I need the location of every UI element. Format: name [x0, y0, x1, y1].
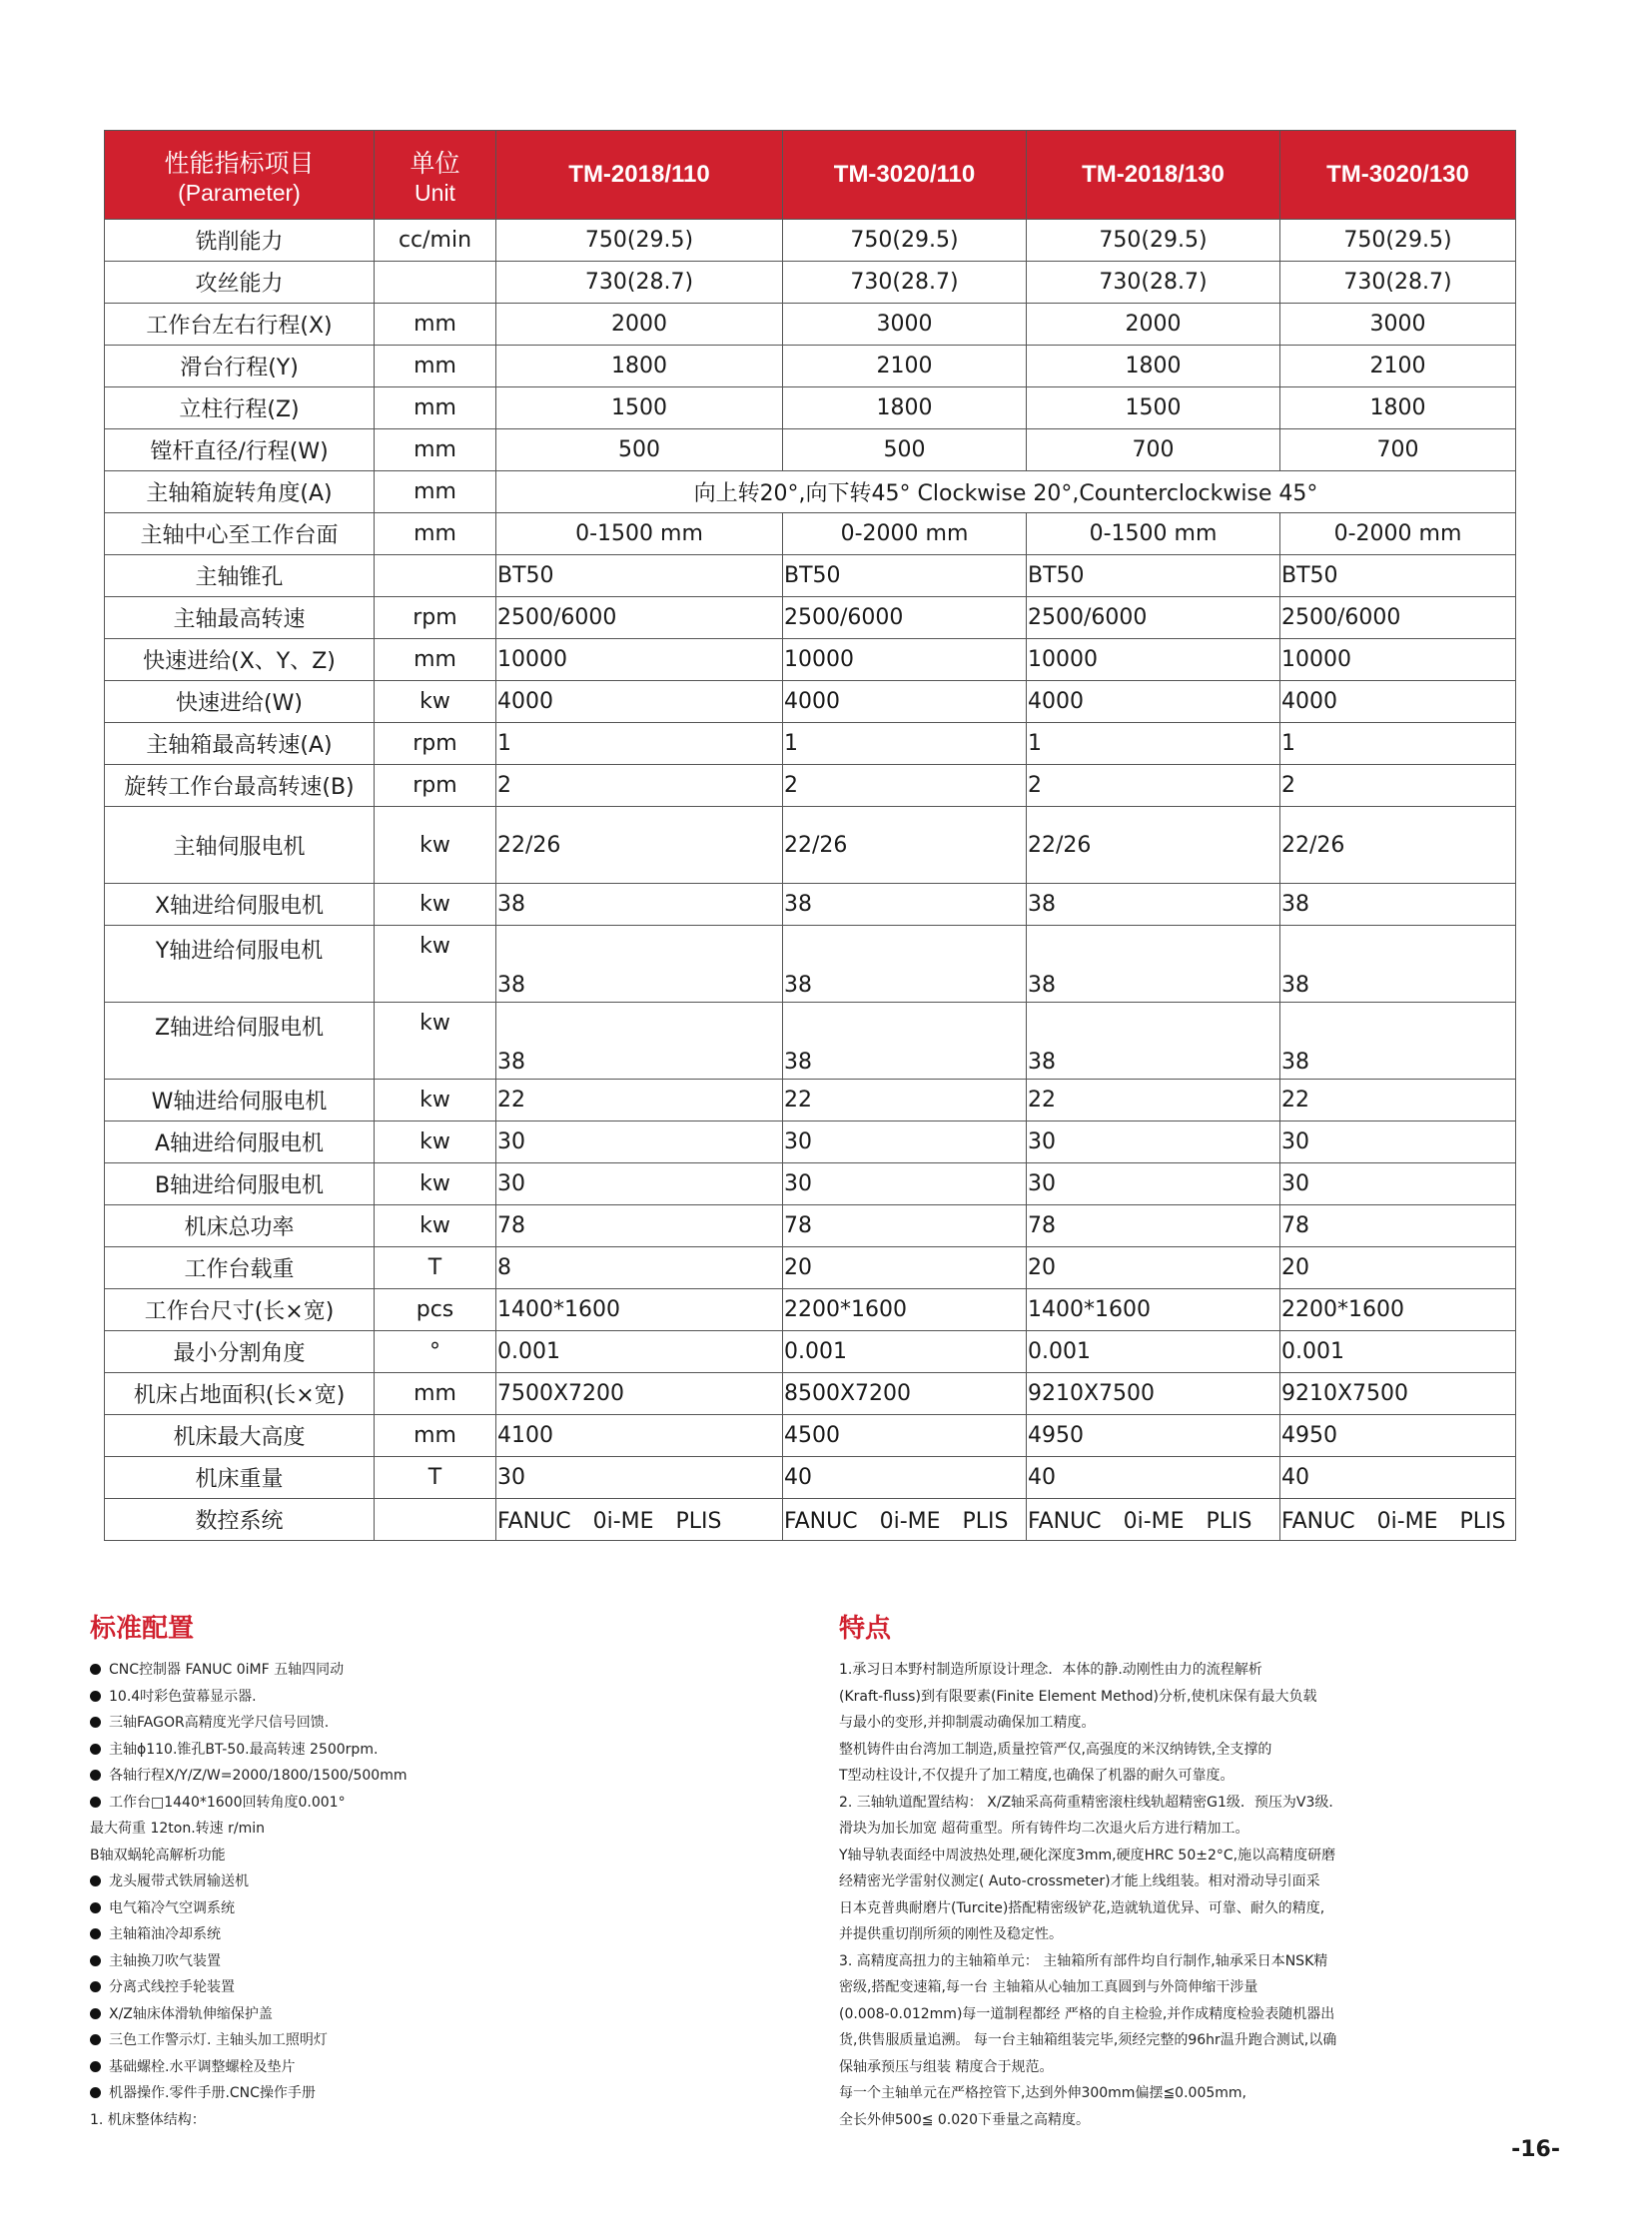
value-cell: 20	[783, 1247, 1027, 1289]
list-item	[90, 1948, 789, 1975]
table-row	[105, 513, 1516, 555]
unit-cell: mm	[375, 387, 496, 429]
value-cell: 500	[496, 429, 783, 471]
param-cell: 数控系统	[105, 1499, 375, 1541]
bullet-icon	[90, 1902, 101, 1913]
list-item	[90, 1816, 789, 1843]
bullet-icon	[90, 1955, 101, 1966]
value-cell: 38	[1280, 1003, 1516, 1080]
value-cell: 8	[496, 1247, 783, 1289]
value-cell: 2000	[496, 304, 783, 346]
value-cell: 1800	[783, 387, 1027, 429]
value-cell: 38	[783, 884, 1027, 926]
unit-cell: kw	[375, 681, 496, 723]
param-cell: 主轴中心至工作台面	[105, 513, 375, 555]
features-list	[839, 1657, 1398, 2133]
param-cell: 铣削能力	[105, 220, 375, 262]
value-cell: 4000	[496, 681, 783, 723]
value-cell: 0.001	[783, 1331, 1027, 1373]
unit-cell	[375, 555, 496, 597]
value-cell: 22/26	[496, 807, 783, 884]
feature-line: Y轴导轨表面经中周波热处理,硬化深度3mm,硬度HRC 50±2°C,施以高精度研磨	[839, 1847, 1336, 1864]
header-model: TM-2018/110	[496, 131, 783, 220]
value-cell: 20	[1027, 1247, 1280, 1289]
value-cell: 500	[783, 429, 1027, 471]
unit-cell: kw	[375, 1121, 496, 1163]
value-cell: 38	[1280, 926, 1516, 1003]
value-cell: 38	[1027, 1003, 1280, 1080]
value-cell: 38	[1027, 926, 1280, 1003]
value-cell: 2500/6000	[1027, 597, 1280, 639]
value-cell: BT50	[496, 555, 783, 597]
value-cell-span: 向上转20°,向下转45° Clockwise 20°,Counterclockwise 45°	[496, 471, 1516, 513]
param-cell: 机床占地面积(长×宽)	[105, 1373, 375, 1415]
table-row	[105, 1121, 1516, 1163]
value-cell: 2	[1280, 765, 1516, 807]
list-item-text: CNC控制器 FANUC 0iMF 五轴四同动	[109, 1662, 345, 1678]
param-cell: 最小分割角度	[105, 1331, 375, 1373]
list-item-text: X/Z轴床体滑轨伸缩保护盖	[109, 2005, 273, 2022]
value-cell: 2100	[783, 346, 1027, 387]
value-cell: 30	[1280, 1121, 1516, 1163]
feature-line: 整机铸件由台湾加工制造,质量控管严仅,高强度的米汉纳铸铁,全支撑的	[839, 1741, 1272, 1758]
bullet-icon	[90, 2087, 101, 2098]
list-item-text: 电气箱冷气空调系统	[109, 1899, 235, 1916]
list-item-text: 最大荷重 12ton.转速 r/min	[90, 1821, 265, 1837]
value-cell: 4000	[1027, 681, 1280, 723]
list-item-text: 基础螺栓.水平调整螺栓及垫片	[109, 2058, 296, 2075]
list-item	[90, 1657, 789, 1684]
unit-cell	[375, 262, 496, 304]
table-row	[105, 807, 1516, 884]
feature-line: 并提供重切削所须的刚性及稳定性。	[839, 1926, 1063, 1942]
feature-line: 与最小的变形,并抑制震动确保加工精度。	[839, 1715, 1096, 1731]
table-row	[105, 387, 1516, 429]
param-cell: 主轴箱旋转角度(A)	[105, 471, 375, 513]
value-cell: 38	[496, 1003, 783, 1080]
value-cell: 40	[783, 1457, 1027, 1499]
list-item-text: 主轴ɸ110.锥孔BT-50.最高转速 2500rpm.	[109, 1741, 379, 1758]
unit-cell: pcs	[375, 1289, 496, 1331]
value-cell: 10000	[783, 639, 1027, 681]
list-item	[90, 1868, 789, 1895]
value-cell: 1400*1600	[1027, 1289, 1280, 1331]
value-cell: 1	[496, 723, 783, 765]
value-cell: 22	[1027, 1080, 1280, 1121]
list-item	[90, 1737, 789, 1764]
bullet-icon	[90, 1981, 101, 1992]
param-cell: 攻丝能力	[105, 262, 375, 304]
unit-cell: kw	[375, 1205, 496, 1247]
value-cell: 78	[783, 1205, 1027, 1247]
value-cell: 38	[1027, 884, 1280, 926]
table-row	[105, 1373, 1516, 1415]
list-item-text: 三色工作警示灯. 主轴头加工照明灯	[109, 2032, 328, 2048]
unit-cell: kw	[375, 807, 496, 884]
list-item-text: 龙头履带式铁屑输送机	[109, 1873, 249, 1889]
header-parameter-zh: 性能指标项目	[164, 148, 315, 178]
table-row	[105, 1499, 1516, 1541]
value-cell: 1800	[1027, 346, 1280, 387]
feature-line: 密级,搭配变速箱,每一台 主轴箱从心轴加工真圆到与外筒伸缩干涉量	[839, 1979, 1258, 1995]
list-item-text: 三轴FAGOR高精度光学尺信号回馈.	[109, 1715, 330, 1731]
param-cell: 立柱行程(Z)	[105, 387, 375, 429]
table-row	[105, 1163, 1516, 1205]
value-cell: 0.001	[496, 1331, 783, 1373]
list-item	[90, 1763, 789, 1790]
table-row	[105, 1205, 1516, 1247]
value-cell: 750(29.5)	[496, 220, 783, 262]
value-cell: 1	[1027, 723, 1280, 765]
value-cell: 38	[496, 926, 783, 1003]
table-body	[105, 220, 1516, 1541]
feature-line: 全长外伸500≦ 0.020下垂量之高精度。	[839, 2111, 1090, 2128]
header-model: TM-3020/130	[1280, 131, 1516, 220]
value-cell: 8500X7200	[783, 1373, 1027, 1415]
list-item	[90, 1790, 789, 1817]
table-row	[105, 1080, 1516, 1121]
bullet-icon	[90, 1875, 101, 1886]
value-cell: BT50	[1280, 555, 1516, 597]
table-row	[105, 346, 1516, 387]
value-cell: 7500X7200	[496, 1373, 783, 1415]
list-item-text: B轴双蜗轮高解析功能	[90, 1847, 226, 1864]
list-item-text: 工作台□1440*1600回转角度0.001°	[109, 1794, 346, 1811]
table-row	[105, 220, 1516, 262]
value-cell: 20	[1280, 1247, 1516, 1289]
list-item	[90, 1843, 789, 1869]
value-cell: 4950	[1280, 1415, 1516, 1457]
value-cell: 2200*1600	[1280, 1289, 1516, 1331]
unit-cell: kw	[375, 884, 496, 926]
unit-cell: rpm	[375, 597, 496, 639]
value-cell: 78	[1280, 1205, 1516, 1247]
value-cell: 1	[783, 723, 1027, 765]
value-cell: 30	[496, 1121, 783, 1163]
header-parameter	[105, 131, 375, 220]
param-cell: 快速进给(X、Y、Z)	[105, 639, 375, 681]
list-item	[90, 2027, 789, 2054]
standard-config-section	[90, 1608, 789, 2133]
spec-table	[104, 130, 1516, 1541]
standard-config-title: 标准配置	[90, 1614, 195, 1644]
list-item	[90, 2001, 789, 2028]
features-title: 特点	[839, 1614, 892, 1644]
param-cell: Y轴进给伺服电机	[105, 926, 375, 1003]
value-cell: BT50	[1027, 555, 1280, 597]
value-cell: 1500	[1027, 387, 1280, 429]
value-cell: 4000	[783, 681, 1027, 723]
value-cell: BT50	[783, 555, 1027, 597]
param-cell: 工作台左右行程(X)	[105, 304, 375, 346]
param-cell: 主轴箱最高转速(A)	[105, 723, 375, 765]
value-cell: 750(29.5)	[783, 220, 1027, 262]
feature-line: 每一个主轴单元在严格控管下,达到外伸300mm偏摆≦0.005mm,	[839, 2085, 1246, 2101]
table-row	[105, 597, 1516, 639]
unit-cell: cc/min	[375, 220, 496, 262]
header-unit	[375, 131, 496, 220]
list-item-text: 各轴行程X/Y/Z/W=2000/1800/1500/500mm	[109, 1768, 408, 1784]
list-item	[90, 1921, 789, 1948]
bullet-icon	[90, 1928, 101, 1939]
features-section	[839, 1608, 1398, 2133]
param-cell: 机床重量	[105, 1457, 375, 1499]
value-cell: 40	[1280, 1457, 1516, 1499]
table-row	[105, 1247, 1516, 1289]
feature-line: 货,供售服质量追溯。 每一台主轴箱组装完毕,须经完整的96hr温升跑合测试,以确	[839, 2032, 1337, 2048]
value-cell: 0-2000 mm	[783, 513, 1027, 555]
value-cell: 22/26	[783, 807, 1027, 884]
value-cell: 0-1500 mm	[496, 513, 783, 555]
table-row	[105, 1457, 1516, 1499]
value-cell: 0.001	[1280, 1331, 1516, 1373]
feature-line: 经精密光学雷射仪测定( Auto-crossmeter)才能上线组装。相对滑动导引面采	[839, 1873, 1320, 1889]
value-cell: 30	[783, 1163, 1027, 1205]
value-cell: 2500/6000	[496, 597, 783, 639]
value-cell: 9210X7500	[1280, 1373, 1516, 1415]
unit-cell: kw	[375, 926, 496, 1003]
value-cell: 700	[1280, 429, 1516, 471]
table-row	[105, 884, 1516, 926]
value-cell: 700	[1027, 429, 1280, 471]
value-cell: 730(28.7)	[783, 262, 1027, 304]
header-model: TM-2018/130	[1027, 131, 1280, 220]
value-cell: 38	[783, 926, 1027, 1003]
param-cell: 机床最大高度	[105, 1415, 375, 1457]
value-cell: 10000	[496, 639, 783, 681]
bullet-icon	[90, 1744, 101, 1755]
table-row	[105, 304, 1516, 346]
value-cell: 38	[1280, 884, 1516, 926]
value-cell: 2	[783, 765, 1027, 807]
table-row	[105, 926, 1516, 1003]
value-cell: 2000	[1027, 304, 1280, 346]
value-cell: 38	[496, 884, 783, 926]
list-item	[90, 1710, 789, 1737]
table-row	[105, 429, 1516, 471]
table-header-row	[105, 131, 1516, 220]
unit-cell: mm	[375, 471, 496, 513]
value-cell: 1500	[496, 387, 783, 429]
feature-line: 3. 高精度高扭力的主轴箱单元： 主轴箱所有部件均自行制作,轴承采日本NSK精	[839, 1952, 1328, 1969]
value-cell: 38	[783, 1003, 1027, 1080]
value-cell: 750(29.5)	[1280, 220, 1516, 262]
bullet-icon	[90, 2061, 101, 2072]
param-cell: 机床总功率	[105, 1205, 375, 1247]
param-cell: 工作台载重	[105, 1247, 375, 1289]
feature-line: 2. 三轴轨道配置结构： X/Z轴采高荷重精密滚柱线轨超精密G1级．预压为V3级．	[839, 1794, 1343, 1811]
value-cell: 2	[1027, 765, 1280, 807]
list-item-text: 主轴箱油冷却系统	[109, 1926, 221, 1942]
list-item-text: 1. 机床整体结构：	[90, 2111, 206, 2128]
unit-cell: kw	[375, 1163, 496, 1205]
bullet-icon	[90, 1691, 101, 1702]
unit-cell: rpm	[375, 765, 496, 807]
table-row	[105, 262, 1516, 304]
value-cell: 730(28.7)	[1280, 262, 1516, 304]
value-cell: 0-2000 mm	[1280, 513, 1516, 555]
unit-cell: kw	[375, 1080, 496, 1121]
value-cell: 1400*1600	[496, 1289, 783, 1331]
value-cell: 78	[496, 1205, 783, 1247]
value-cell: 1	[1280, 723, 1516, 765]
unit-cell: kw	[375, 1003, 496, 1080]
unit-cell: mm	[375, 513, 496, 555]
value-cell: 22/26	[1027, 807, 1280, 884]
table-row	[105, 1289, 1516, 1331]
unit-cell	[375, 1499, 496, 1541]
value-cell: 1800	[496, 346, 783, 387]
param-cell: X轴进给伺服电机	[105, 884, 375, 926]
value-cell: 2	[496, 765, 783, 807]
table-row	[105, 555, 1516, 597]
param-cell: B轴进给伺服电机	[105, 1163, 375, 1205]
value-cell: FANUC 0i-ME PLIS	[1280, 1499, 1516, 1541]
param-cell: 快速进给(W)	[105, 681, 375, 723]
value-cell: 4000	[1280, 681, 1516, 723]
unit-cell: T	[375, 1457, 496, 1499]
value-cell: 750(29.5)	[1027, 220, 1280, 262]
standard-config-list	[90, 1657, 789, 2133]
value-cell: 30	[496, 1163, 783, 1205]
param-cell: 主轴伺服电机	[105, 807, 375, 884]
value-cell: 0.001	[1027, 1331, 1280, 1373]
list-item-text: 主轴换刀吹气装置	[109, 1952, 221, 1969]
table-row	[105, 723, 1516, 765]
bullet-icon	[90, 2008, 101, 2019]
table-row	[105, 1003, 1516, 1080]
list-item	[90, 1895, 789, 1922]
table-row	[105, 639, 1516, 681]
value-cell: 40	[1027, 1457, 1280, 1499]
feature-line: 滑块为加长加宽 超荷重型。所有铸件均二次退火后方进行精加工。	[839, 1821, 1249, 1837]
header-model: TM-3020/110	[783, 131, 1027, 220]
value-cell: 22/26	[1280, 807, 1516, 884]
feature-line: (Kraft-fluss)到有限要素(Finite Element Method)分析,使机床保有最大负载	[839, 1688, 1317, 1705]
value-cell: 2100	[1280, 346, 1516, 387]
value-cell: 10000	[1280, 639, 1516, 681]
unit-cell: mm	[375, 1415, 496, 1457]
bullet-icon	[90, 1797, 101, 1808]
value-cell: 3000	[1280, 304, 1516, 346]
value-cell: 4500	[783, 1415, 1027, 1457]
value-cell: 2500/6000	[783, 597, 1027, 639]
bullet-icon	[90, 1664, 101, 1675]
feature-line: T型动柱设计,不仅提升了加工精度,也确保了机器的耐久可靠度。	[839, 1768, 1235, 1784]
unit-cell: °	[375, 1331, 496, 1373]
list-item	[90, 2080, 789, 2107]
value-cell: FANUC 0i-ME PLIS	[783, 1499, 1027, 1541]
value-cell: 4100	[496, 1415, 783, 1457]
param-cell: A轴进给伺服电机	[105, 1121, 375, 1163]
table-row	[105, 765, 1516, 807]
param-cell: 旋转工作台最高转速(B)	[105, 765, 375, 807]
param-cell: 主轴锥孔	[105, 555, 375, 597]
header-unit-en: Unit	[414, 179, 455, 206]
param-cell: W轴进给伺服电机	[105, 1080, 375, 1121]
value-cell: 9210X7500	[1027, 1373, 1280, 1415]
header-parameter-en: (Parameter)	[178, 179, 301, 206]
bullet-icon	[90, 1717, 101, 1728]
value-cell: 30	[1027, 1163, 1280, 1205]
value-cell: 4950	[1027, 1415, 1280, 1457]
list-item	[90, 2107, 789, 2134]
unit-cell: T	[375, 1247, 496, 1289]
bullet-icon	[90, 2034, 101, 2045]
value-cell: 3000	[783, 304, 1027, 346]
unit-cell: rpm	[375, 723, 496, 765]
value-cell: 1800	[1280, 387, 1516, 429]
list-item	[90, 2054, 789, 2081]
param-cell: 镗杆直径/行程(W)	[105, 429, 375, 471]
feature-line: 保轴承预压与组装 精度合于规范。	[839, 2058, 1054, 2075]
list-item-text: 机器操作.零件手册.CNC操作手册	[109, 2085, 316, 2101]
param-cell: Z轴进给伺服电机	[105, 1003, 375, 1080]
bullet-icon	[90, 1770, 101, 1781]
value-cell: 78	[1027, 1205, 1280, 1247]
value-cell: 30	[1027, 1121, 1280, 1163]
value-cell: 2500/6000	[1280, 597, 1516, 639]
value-cell: 0-1500 mm	[1027, 513, 1280, 555]
value-cell: 30	[1280, 1163, 1516, 1205]
feature-line: 1.承习日本野村制造所原设计理念．本体的静.动刚性由力的流程解析	[839, 1662, 1262, 1678]
table-row	[105, 1331, 1516, 1373]
value-cell: FANUC 0i-ME PLIS	[1027, 1499, 1280, 1541]
unit-cell: mm	[375, 1373, 496, 1415]
list-item-text: 分离式线控手轮装置	[109, 1979, 235, 1995]
value-cell: 730(28.7)	[496, 262, 783, 304]
value-cell: 30	[783, 1121, 1027, 1163]
unit-cell: mm	[375, 639, 496, 681]
value-cell: 10000	[1027, 639, 1280, 681]
value-cell: 2200*1600	[783, 1289, 1027, 1331]
list-item	[90, 1974, 789, 2001]
unit-cell: mm	[375, 429, 496, 471]
feature-line: 日本克普典耐磨片(Turcite)搭配精密级铲花,造就轨道优异、可靠、耐久的精度,	[839, 1899, 1325, 1916]
list-item-text: 10.4吋彩色萤幕显示器.	[109, 1688, 257, 1705]
value-cell: 730(28.7)	[1027, 262, 1280, 304]
value-cell: 22	[1280, 1080, 1516, 1121]
unit-cell: mm	[375, 346, 496, 387]
param-cell: 主轴最高转速	[105, 597, 375, 639]
feature-line: (0.008-0.012mm)每一道制程都经 严格的自主检验,并作成精度检验表随机器出	[839, 2005, 1335, 2022]
param-cell: 工作台尺寸(长×宽)	[105, 1289, 375, 1331]
value-cell: 22	[496, 1080, 783, 1121]
value-cell: 30	[496, 1457, 783, 1499]
table-row	[105, 471, 1516, 513]
value-cell: FANUC 0i-ME PLIS	[496, 1499, 783, 1541]
table-row	[105, 1415, 1516, 1457]
value-cell: 22	[783, 1080, 1027, 1121]
header-unit-zh: 单位	[410, 148, 460, 178]
unit-cell: mm	[375, 304, 496, 346]
param-cell: 滑台行程(Y)	[105, 346, 375, 387]
table-row	[105, 681, 1516, 723]
list-item	[90, 1684, 789, 1711]
page-number: -16-	[1511, 2137, 1560, 2162]
